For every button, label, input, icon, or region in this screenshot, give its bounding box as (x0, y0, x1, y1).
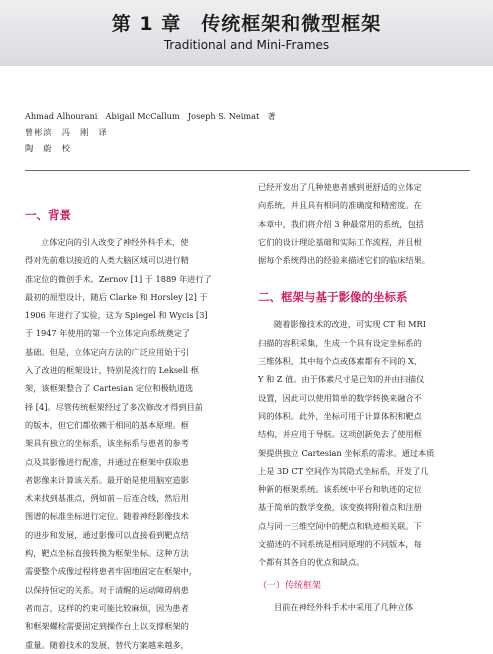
right-intro-text (258, 178, 468, 269)
text-line: 架提供独立 Cartesian 坐标系的需求。通过本质 (258, 447, 435, 458)
text-line: 已经开发出了几种使患者感到更舒适的立体定 (258, 182, 422, 192)
right-column (258, 178, 468, 616)
text-line: 架，该框架整合了 Cartesian 定位和极轨道选 (25, 383, 194, 394)
text-line: 图谱的标准坐标进行定位。随着神经影像技术 (25, 511, 189, 522)
text-line: 的进步和发展，通过影像可以直接看到靶点结 (25, 529, 189, 540)
right-sub-text (258, 598, 468, 616)
text-line: 三维体积，其中每个点或体素都有不同的 X、 (258, 356, 422, 367)
text-line: 随着影像技术的改进，可实现 CT 和 MRI (274, 319, 426, 330)
chapter-subtitle: Traditional and Mini-Frames (163, 38, 330, 52)
text-line: 本章中，我们将介绍 3 种最常用的系统，包括 (258, 218, 424, 229)
translators-line: 曾彬滨 冯 刚 译 (25, 127, 108, 137)
text-line: 目前在神经外科手术中采用了几种立体 (274, 601, 414, 612)
authors-line: Ahmad Alhourani Abigail McCallum Joseph S. Neimat 著 (25, 111, 276, 121)
text-line: 者影像来计算该关系。最开始是使用脑室造影 (25, 474, 189, 485)
section-heading-background: 一、背景 (25, 208, 71, 222)
left-body-text (25, 233, 235, 654)
divider-rule (25, 170, 470, 171)
text-line: 它们的设计理论基础和实际工作流程，并且根 (258, 236, 422, 247)
text-line: 重量。随着技术的发展，替代方案越来越多， (25, 639, 189, 650)
text-line: 基础。但是，立体定向方法的广泛应用始于引 (25, 346, 189, 357)
text-line: 架具有独立的坐标系，该坐标系与患者的参考 (25, 438, 189, 449)
text-line: 设置，因此可以使用简单的数学转换来融合不 (258, 392, 422, 403)
text-line: 最初的原型设计，随后 Clarke 和 Horsley [2] 于 (25, 291, 208, 302)
proofreader-line: 陶 蔚 校 (25, 143, 71, 153)
text-line: 1906 年进行了实验，这为 Spiegel 和 Wycis [3] (25, 310, 208, 321)
text-line: 的版本，但它们都依赖于相同的基本原理。框 (25, 419, 189, 430)
text-line: 基于简单的数学变换，该变换将附着点和注册 (258, 502, 422, 513)
text-line: 需要整个成像过程将患者牢固地固定在框架中， (25, 566, 197, 577)
text-line: 点与同一三维空间中的靶点和轨迹相关联。下 (258, 520, 422, 531)
text-line: 入了改进的框架设计，特别是流行的 Leksell 框 (25, 365, 199, 376)
left-column (25, 180, 235, 654)
text-line: Y 和 Z 值。由于体素尺寸是已知的并由扫描仪 (258, 374, 425, 385)
text-line: 同的体积。此外，坐标可用于计算体积和靶点 (258, 410, 422, 421)
chapter-header-band (0, 0, 493, 66)
text-line: 和框架螺栓需要固定到操作台上以支撑框架的 (25, 621, 189, 632)
text-line: 种新的框架系统。该系统中平台和轨迹的定位 (258, 484, 422, 495)
text-line: 择 [4]。尽管传统框架经过了多次修改才得到目前 (25, 401, 203, 412)
chapter-title: 第 1 章 传统框架和微型框架 (111, 13, 382, 35)
subsection-heading-traditional-frames: （一）传统框架 (258, 580, 322, 591)
text-line: 于 1947 年使用的第一个立体定向系统奠定了 (25, 328, 191, 339)
text-line: 上是 3D CT 空间作为其隐式坐标系，开发了几 (258, 465, 429, 476)
text-line: 点及其影像进行配准，并通过在框架中获取患 (25, 456, 189, 467)
text-line: 以保持恒定的关系。对于清醒的运动障碍病患 (25, 584, 189, 595)
text-line: 得对先前难以接近的人类大脑区域可以进行精 (25, 255, 189, 266)
text-line: 个都有其各自的优点和缺点。 (258, 557, 365, 568)
text-line: 立体定向的引入改变了神经外科手术，使 (41, 237, 189, 247)
text-line: 文描述的不同系统是相同原理的不同版本，每 (258, 539, 422, 550)
text-line: 结构，并应用于导航。这项创新免去了使用框 (258, 429, 422, 440)
text-line: 向系统，并且具有相同的准确度和精密度。在 (258, 200, 422, 211)
text-line: 扫描的容积采集，生成一个具有设定坐标系的 (258, 337, 422, 348)
text-line: 据每个系统得出的经验来描述它们的临床结果。 (258, 255, 430, 266)
right-section-text (258, 315, 468, 571)
text-line: 术来找到基准点，例如前－后连合线，然后用 (25, 493, 189, 504)
text-line: 者而言，这样的约束可能比较麻烦，因为患者 (25, 602, 189, 613)
section-heading-frames: 二、框架与基于影像的坐标系 (258, 290, 408, 305)
text-line: 准定位的微创手术。Zernov [1] 于 1889 年进行了 (25, 273, 212, 284)
text-line: 构，靶点坐标直接转换为框架坐标。这种方法 (25, 548, 189, 559)
